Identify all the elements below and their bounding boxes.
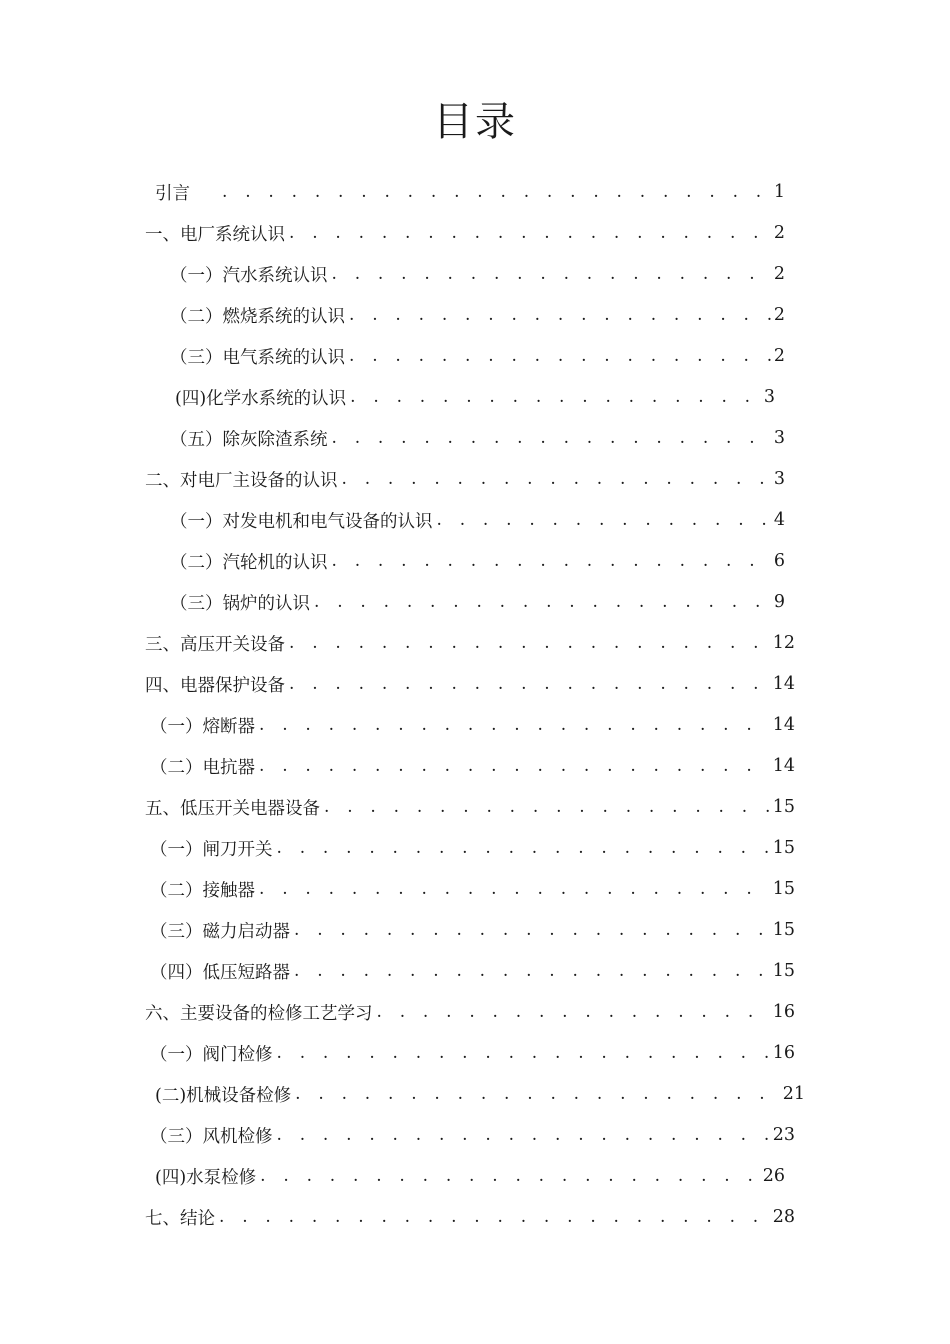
toc-entry[interactable]	[145, 459, 785, 499]
toc-leader-dots	[289, 633, 771, 653]
toc-entry-page: 6	[773, 551, 785, 571]
toc-entry[interactable]	[170, 336, 785, 376]
toc-entry-page: 16	[772, 1043, 795, 1063]
toc-entry[interactable]	[150, 1115, 795, 1155]
toc-entry[interactable]	[170, 418, 785, 458]
toc-entry[interactable]	[155, 172, 785, 212]
toc-leader-dots	[437, 510, 772, 530]
toc-entry-page: 15	[772, 797, 795, 817]
toc-entry-label: （一）阀门检修	[150, 1044, 273, 1065]
toc-leader-dots	[314, 592, 772, 612]
toc-leader-dots	[332, 551, 772, 571]
toc-entry-page: 1	[773, 182, 785, 202]
toc-entry-label: 四、电器保护设备	[145, 675, 285, 696]
toc-entry[interactable]	[150, 869, 795, 909]
toc-entry-label: (四)水泵检修	[155, 1167, 257, 1188]
toc-entry-page: 28	[772, 1207, 795, 1227]
toc-leader-dots	[324, 797, 771, 817]
page-title: 目录	[433, 99, 517, 145]
toc-entry-page: 15	[772, 879, 795, 899]
toc-leader-dots	[277, 1043, 771, 1063]
toc-entry-label: （三）锅炉的认识	[170, 593, 310, 614]
toc-entry-label: （一）闸刀开关	[150, 839, 273, 860]
toc-entry-label: （一）熔断器	[150, 716, 255, 737]
toc-leader-dots	[289, 223, 772, 243]
toc-leader-dots	[349, 305, 772, 325]
toc-leader-dots	[260, 1166, 761, 1186]
toc-leader-dots	[350, 387, 762, 407]
toc-entry-page: 12	[772, 633, 795, 653]
toc-leader-dots	[277, 838, 771, 858]
toc-leader-dots	[277, 1125, 771, 1145]
toc-entry[interactable]	[145, 787, 795, 827]
toc-entry-page: 2	[773, 305, 785, 325]
toc-entry[interactable]	[170, 254, 785, 294]
toc-entry-label: （五）除灰除渣系统	[170, 429, 328, 450]
toc-entry[interactable]	[170, 541, 785, 581]
toc-entry-page: 4	[773, 510, 785, 530]
toc-entry[interactable]	[150, 705, 795, 745]
toc-leader-dots	[332, 264, 772, 284]
toc-entry-page: 14	[772, 756, 795, 776]
toc-entry-page: 2	[773, 346, 785, 366]
toc-entry-page: 16	[772, 1002, 795, 1022]
toc-entry-label: 二、对电厂主设备的认识	[145, 470, 338, 491]
toc-entry-label: (二)机械设备检修	[155, 1085, 292, 1106]
toc-leader-dots	[349, 346, 772, 366]
toc-entry-page: 15	[772, 920, 795, 940]
toc-entry[interactable]	[150, 828, 795, 868]
toc-entry-label: （二）接触器	[150, 880, 255, 901]
toc-entry-page: 26	[762, 1166, 785, 1186]
toc-entry-label: （四）低压短路器	[150, 962, 290, 983]
toc-entry-page: 9	[773, 592, 785, 612]
toc-entry[interactable]	[145, 992, 795, 1032]
toc-leader-dots	[259, 879, 771, 899]
toc-entry-page: 15	[772, 961, 795, 981]
toc-entry-label: （一）对发电机和电气设备的认识	[170, 511, 433, 532]
toc-entry-label: 一、电厂系统认识	[145, 224, 285, 245]
toc-entry-label: （一）汽水系统认识	[170, 265, 328, 286]
toc-entry-page: 23	[772, 1125, 795, 1145]
toc-entry[interactable]	[155, 1156, 785, 1196]
toc-leader-dots	[219, 1207, 771, 1227]
toc-entry[interactable]	[145, 623, 795, 663]
toc-leader-dots	[222, 182, 772, 202]
toc-entry-label: 六、主要设备的检修工艺学习	[145, 1003, 373, 1024]
toc-entry-label: 七、结论	[145, 1208, 215, 1229]
toc-entry-page: 2	[773, 223, 785, 243]
toc-entry-page: 3	[773, 428, 785, 448]
toc-entry-label: （三）风机检修	[150, 1126, 273, 1147]
toc-leader-dots	[259, 715, 771, 735]
toc-entry-label: 五、低压开关电器设备	[145, 798, 320, 819]
toc-entry-page: 2	[773, 264, 785, 284]
toc-entry-label: 三、高压开关设备	[145, 634, 285, 655]
toc-leader-dots	[294, 961, 771, 981]
toc-entry[interactable]	[150, 951, 795, 991]
toc-leader-dots	[295, 1084, 781, 1104]
toc-entry-page: 14	[772, 715, 795, 735]
toc-entry-label: （二）燃烧系统的认识	[170, 306, 345, 327]
toc-entry[interactable]	[170, 582, 785, 622]
toc-entry-page: 21	[782, 1084, 805, 1104]
toc-entry-label: 引言	[155, 183, 190, 204]
toc-leader-dots	[294, 920, 771, 940]
toc-entry-label: （三）磁力启动器	[150, 921, 290, 942]
toc-entry[interactable]	[145, 1197, 795, 1237]
toc-entry[interactable]	[150, 1033, 795, 1073]
toc-entry[interactable]	[155, 1074, 805, 1114]
toc-leader-dots	[289, 674, 771, 694]
toc-entry[interactable]	[150, 746, 795, 786]
toc-entry-page: 15	[772, 838, 795, 858]
toc-entry-page: 3	[763, 387, 775, 407]
toc-entry[interactable]	[150, 910, 795, 950]
toc-leader-dots	[259, 756, 771, 776]
toc-entry[interactable]	[145, 213, 785, 253]
toc-entry[interactable]	[175, 377, 775, 417]
toc-entry[interactable]	[170, 500, 785, 540]
toc-entry-page: 3	[773, 469, 785, 489]
toc-entry-label: （二）电抗器	[150, 757, 255, 778]
toc-entry-page: 14	[772, 674, 795, 694]
toc-leader-dots	[377, 1002, 771, 1022]
toc-leader-dots	[332, 428, 772, 448]
toc-entry[interactable]	[170, 295, 785, 335]
toc-leader-dots	[342, 469, 772, 489]
toc-entry-label: （二）汽轮机的认识	[170, 552, 328, 573]
toc-entry[interactable]	[145, 664, 795, 704]
toc-entry-label: （三）电气系统的认识	[170, 347, 345, 368]
toc-entry-label: (四)化学水系统的认识	[175, 388, 347, 409]
